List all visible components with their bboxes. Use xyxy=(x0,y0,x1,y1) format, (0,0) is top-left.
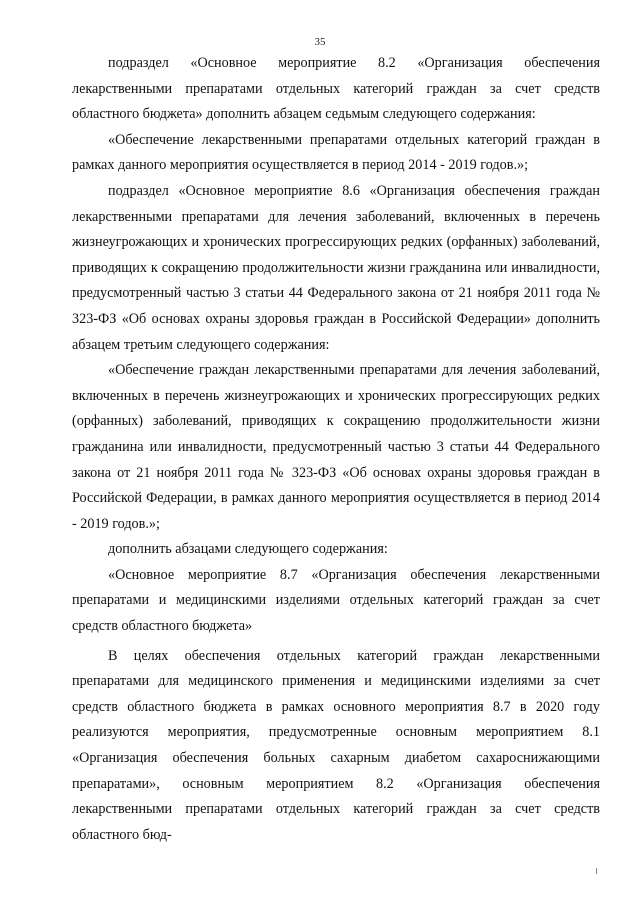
paragraph-subsection-8-2: подраздел «Основное мероприятие 8.2 «Организация обеспечения лекарственными препаратами отдельных категорий граждан за счет средств областного бюджета» дополнить абзацем седьмым следующего содержания: xyxy=(72,55,600,123)
document-body xyxy=(72,51,600,848)
paragraph-subsection-8-6: подраздел «Основное мероприятие 8.6 «Организация обеспечения граждан лекарственными препаратами для лечения заболеваний, включенных в перечень жизнеугрожающих и хронических прогрессирующих редких (орфанных) заболеваний, приводящих к сокращению продолжительности жизни гражданина или инвалидности, предусмотренный частью 3 статьи 44 Федерального закона от 21 ноября 2011 года № 323-ФЗ «Об основах охраны здоровья граждан в Российской Федерации» дополнить абзацем третьим следующего содержания: xyxy=(72,182,600,353)
paragraph-quote-8-2: «Обеспечение лекарственными препаратами отдельных категорий граждан в рамках данного мероприятия осуществляется в период 2014 - 2019 годов.»; xyxy=(72,131,600,174)
scan-mark xyxy=(596,868,597,874)
page-number: 35 xyxy=(314,36,326,48)
paragraph-measure-8-7-body: В целях обеспечения отдельных категорий граждан лекарственными препаратами для медицинского применения и медицинскими изделиями за счет средств областного бюджета в рамках основного мероприятия 8.7 в 2020 году реализуются мероприятия, предусмотренные основным мероприятием 8.1 «Организация обеспечения больных сахарным диабетом сахароснижающими препаратами», основным мероприятием 8.2 «Организация обеспечения лекарственными препаратами отдельных категорий граждан за счет средств областного бюд- xyxy=(72,647,600,843)
paragraph-quote-8-6: «Обеспечение граждан лекарственными препаратами для лечения заболеваний, включенных в перечень жизнеугрожающих и хронических прогрессирующих редких (орфанных) заболеваний, приводящих к сокращению продолжительности жизни гражданина или инвалидности, предусмотренный частью 3 статьи 44 Федерального закона от 21 ноября 2011 года № 323-ФЗ «Об основах охраны здоровья граждан в Российской Федерации, в рамках данного мероприятия осуществляется в период 2014 - 2019 годов.»; xyxy=(72,362,600,532)
paragraph-add-intro: дополнить абзацами следующего содержания: xyxy=(108,541,388,558)
paragraph-measure-8-7-title: «Основное мероприятие 8.7 «Организация обеспечения лекарственными препаратами и медицинскими изделиями отдельных категорий граждан за счет средств областного бюджета» xyxy=(72,566,600,635)
